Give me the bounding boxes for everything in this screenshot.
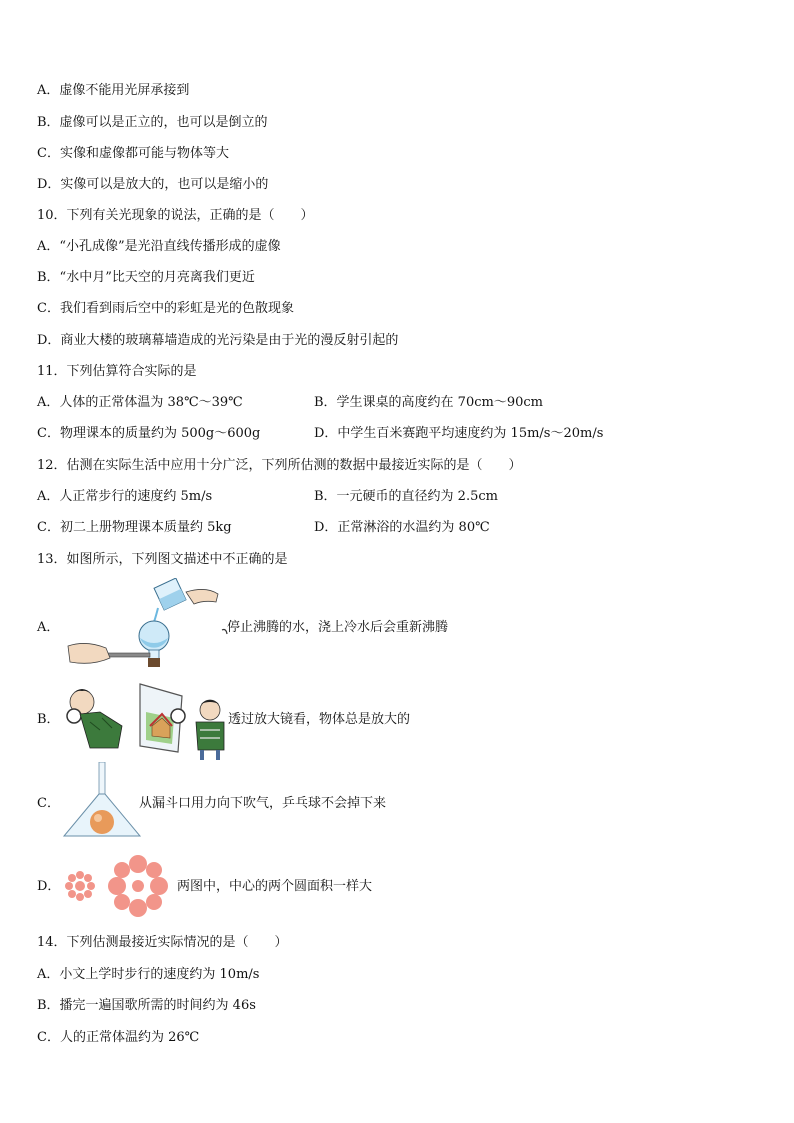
q11-stem: 11．下列估算符合实际的是 (37, 364, 197, 379)
q10-stem: 10．下列有关光现象的说法，正确的是（ ） (37, 208, 314, 223)
q9-option-a: A．虚像不能用光屏承接到 (37, 83, 190, 98)
q13-option-b-caption: 透过放大镜看，物体总是放大的 (228, 712, 411, 727)
q13-stem: 13．如图所示，下列图文描述中不正确的是 (37, 552, 288, 567)
q13-option-d-caption: 两图中，中心的两个圆面积一样大 (177, 879, 373, 894)
q14-option-a: A．小文上学时步行的速度约为 10m/s (37, 967, 260, 982)
q10-option-a: A．“小孔成像”是光沿直线传播形成的虚像 (37, 239, 281, 254)
q14-option-c: C．人的正常体温约为 26℃ (37, 1030, 200, 1045)
q11-option-d: D．中学生百米赛跑平均速度约为 15m/s～20m/s (314, 426, 604, 441)
q14-stem: 14．下列估测最接近实际情况的是（ ） (37, 935, 288, 950)
q13-option-c-caption: 从漏斗口用力向下吹气，乒乓球不会掉下来 (139, 796, 387, 811)
q13-option-b-label: B． (37, 712, 60, 727)
q12-option-b: B．一元硬币的直径约为 2.5cm (314, 489, 498, 504)
q10-option-c: C．我们看到雨后空中的彩虹是光的色散现象 (37, 301, 294, 316)
q11-option-a: A．人体的正常体温为 38℃～39℃ (37, 395, 243, 410)
q9-option-c: C．实像和虚像都可能与物体等大 (37, 146, 229, 161)
q10-option-b: B．“水中月”比天空的月亮离我们更近 (37, 270, 255, 285)
q14-option-b: B．播完一遍国歌所需的时间约为 46s (37, 998, 256, 1013)
q12-option-a: A．人正常步行的速度约 5m/s (37, 489, 213, 504)
q13-option-a-label: A． (37, 620, 60, 635)
circle-illusion-illustration (62, 854, 176, 918)
q13-option-d-label: D． (37, 879, 61, 894)
q9-option-b: B．虚像可以是正立的，也可以是倒立的 (37, 115, 268, 130)
q11-option-b: B．学生课桌的高度约在 70cm～90cm (314, 395, 543, 410)
boiling-flask-illustration (66, 578, 228, 672)
q12-stem: 12．估测在实际生活中应用十分广泛，下列所估测的数据中最接近实际的是（ ） (37, 458, 522, 473)
q11-option-c: C．物理课本的质量约为 500g～600g (37, 426, 261, 441)
q13-option-a-caption: 停止沸腾的水，浇上冷水后会重新沸腾 (227, 620, 449, 635)
q13-option-c-label: C． (37, 796, 60, 811)
q12-option-d: D．正常淋浴的水温约为 80℃ (314, 520, 490, 535)
funnel-ball-illustration (62, 762, 142, 842)
magnifying-glass-illustration (60, 682, 227, 762)
q9-option-d: D．实像可以是放大的，也可以是缩小的 (37, 177, 269, 192)
q10-option-d: D．商业大楼的玻璃幕墙造成的光污染是由于光的漫反射引起的 (37, 333, 399, 348)
q12-option-c: C．初二上册物理课本质量约 5kg (37, 520, 232, 535)
